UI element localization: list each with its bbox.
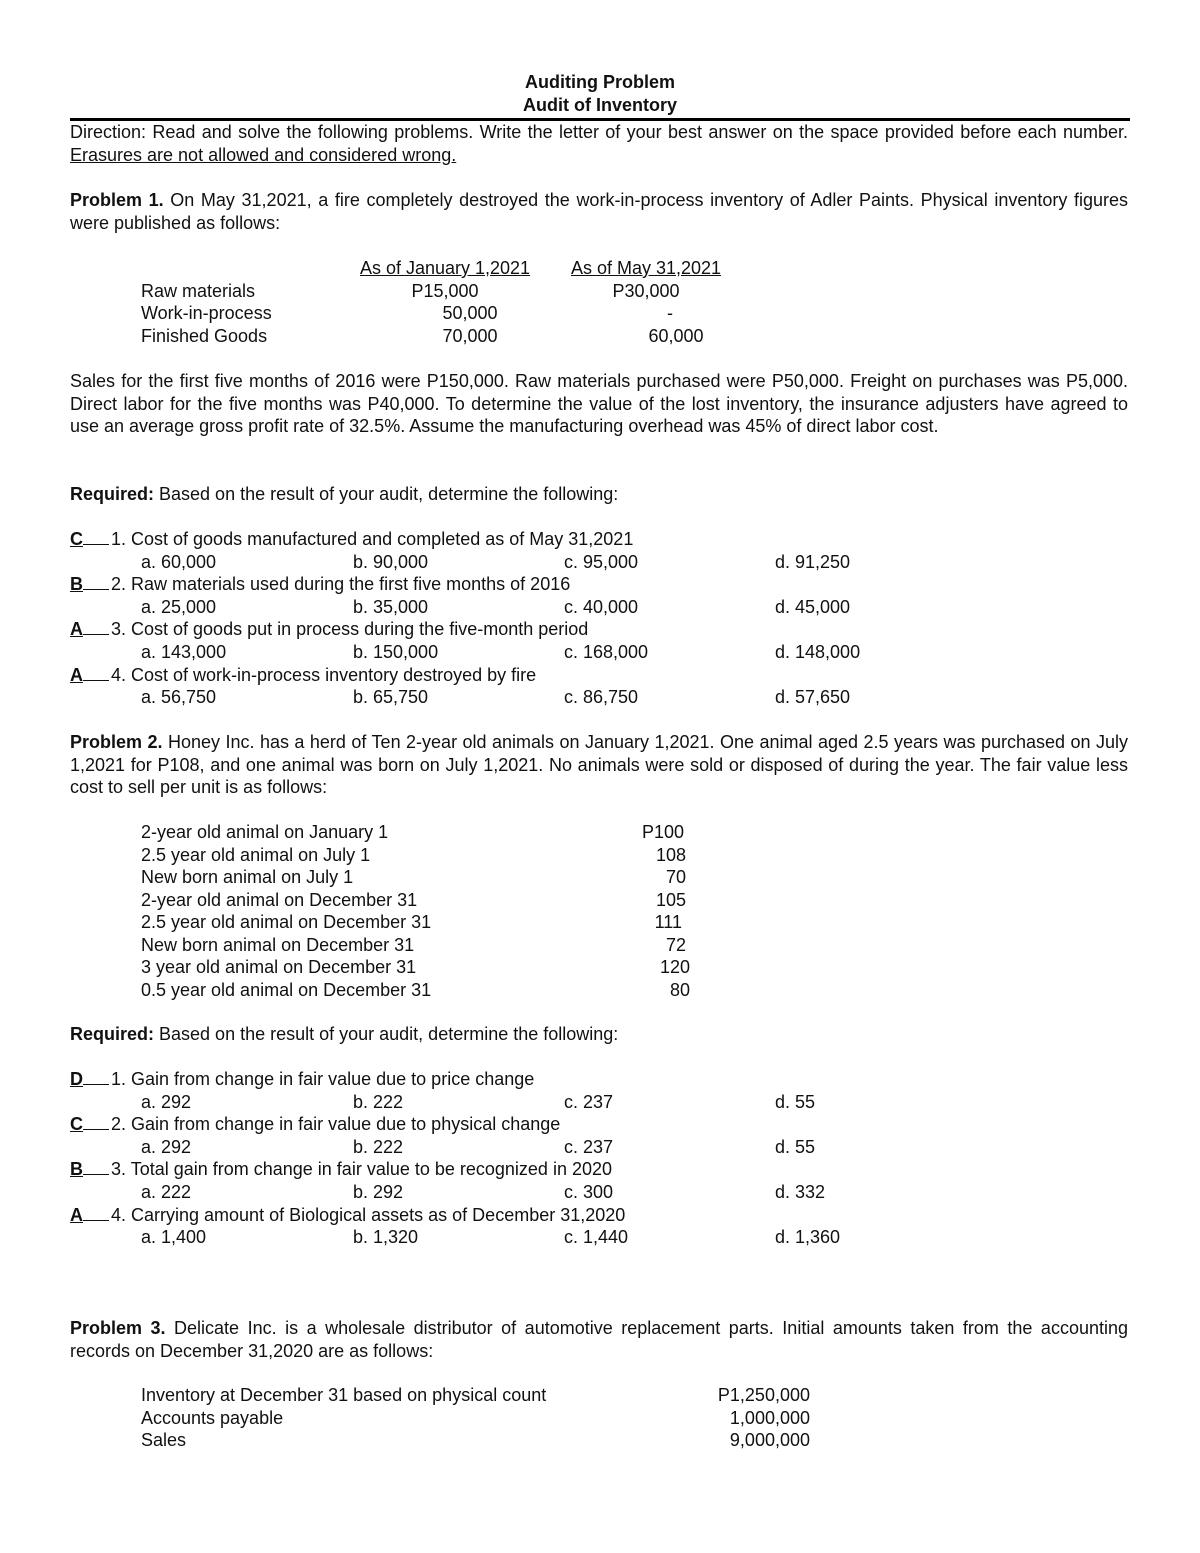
- choice-d: d. 45,000: [775, 597, 851, 617]
- question-line: [70, 1068, 534, 1090]
- choice-a: a. 222: [141, 1182, 192, 1202]
- problem1-label: Problem 1.: [70, 190, 164, 210]
- answer-blank: [83, 1068, 109, 1085]
- required-text: Based on the result of your audit, determine the following:: [154, 484, 619, 504]
- problem2-label: Problem 2.: [70, 732, 163, 752]
- p2-row-value: 70: [665, 867, 686, 887]
- problem2-text: Honey Inc. has a herd of Ten 2-year old animals on January 1,2021. One animal aged 2.5 years was purchased on July 1,2021 for P108, and one animal was born on July 1,2021. No animals were sold or disposed of during the year. The fair value less cost to sell per unit is as follows:: [70, 732, 1128, 798]
- question-line: [70, 1113, 560, 1135]
- problem1-required: [70, 483, 1128, 506]
- p3-row-label: Accounts payable: [141, 1408, 284, 1428]
- problem2-intro: [70, 731, 1128, 799]
- question-text: 2. Gain from change in fair value due to physical change: [111, 1114, 561, 1134]
- question-line: [70, 664, 536, 686]
- problem1-details: Sales for the first five months of 2016 were P150,000. Raw materials purchased were P50,000. Freight on purchases was P5,000. Direct labor for the five months was P40,000. To determine the value of the lost inventory, the insurance adjusters have agreed to use an average gross profit rate of 32.5%. Assume the manufacturing overhead was 45% of direct labor cost.: [70, 371, 1128, 437]
- p1-row-value-jan: P15,000: [411, 281, 479, 301]
- p1-row-value-may: 60,000: [648, 326, 704, 346]
- choice-c: c. 40,000: [564, 597, 639, 617]
- choice-a: a. 143,000: [141, 642, 227, 662]
- answer-letter: A: [70, 619, 83, 639]
- answer-letter: A: [70, 665, 83, 685]
- choice-b: b. 90,000: [353, 552, 429, 572]
- p1-row-label: Raw materials: [141, 281, 256, 301]
- answer-letter: C: [70, 529, 83, 549]
- p2-row-label: New born animal on December 31: [141, 935, 415, 955]
- problem3-label: Problem 3.: [70, 1318, 166, 1338]
- choice-b: b. 1,320: [353, 1227, 419, 1247]
- required-text: Based on the result of your audit, determine the following:: [154, 1024, 619, 1044]
- choice-a: a. 25,000: [141, 597, 217, 617]
- answer-letter: C: [70, 1114, 83, 1134]
- choice-d: d. 148,000: [775, 642, 861, 662]
- choice-d: d. 1,360: [775, 1227, 841, 1247]
- question-text: 1. Gain from change in fair value due to price change: [111, 1069, 535, 1089]
- p2-row-value: 105: [655, 890, 686, 910]
- choice-d: d. 57,650: [775, 687, 851, 707]
- answer-blank: [83, 618, 109, 635]
- p1-row-label: Work-in-process: [141, 303, 272, 323]
- answer-blank: [83, 573, 109, 590]
- answer-letter: B: [70, 1159, 83, 1179]
- p2-row-value: 72: [665, 935, 686, 955]
- problem1-intro: [70, 189, 1128, 234]
- document-title: Auditing Problem: [525, 72, 675, 92]
- question-text: 2. Raw materials used during the first five months of 2016: [111, 574, 571, 594]
- answer-blank: [83, 664, 109, 681]
- p2-row-label: 0.5 year old animal on December 31: [141, 980, 432, 1000]
- answer-blank: [83, 1204, 109, 1221]
- p3-row-label: Inventory at December 31 based on physical count: [141, 1385, 547, 1405]
- p2-row-label: 2-year old animal on December 31: [141, 890, 418, 910]
- answer-letter: D: [70, 1069, 83, 1089]
- question-text: 4. Cost of work-in-process inventory destroyed by fire: [111, 665, 537, 685]
- question-text: 3. Cost of goods put in process during the five-month period: [111, 619, 589, 639]
- p2-row-label: New born animal on July 1: [141, 867, 354, 887]
- p2-row-value: 108: [655, 845, 686, 865]
- p2-row-value: 80: [669, 980, 690, 1000]
- choice-c: c. 237: [564, 1092, 614, 1112]
- p1-row-value-may: P30,000: [612, 281, 680, 301]
- choice-c: c. 168,000: [564, 642, 649, 662]
- choice-a: a. 56,750: [141, 687, 217, 707]
- required-label: Required:: [70, 484, 155, 504]
- choice-d: d. 55: [775, 1092, 816, 1112]
- problem3-text: Delicate Inc. is a wholesale distributor of automotive replacement parts. Initial amounts taken from the accounting records on December 31,2020 are as follows:: [70, 1318, 1128, 1361]
- p1-row-value-may: -: [667, 303, 673, 323]
- choice-a: a. 1,400: [141, 1227, 207, 1247]
- answer-blank: [83, 528, 109, 545]
- p2-row-value: P100: [641, 822, 684, 842]
- choice-b: b. 35,000: [353, 597, 429, 617]
- choice-c: c. 300: [564, 1182, 614, 1202]
- choice-b: b. 65,750: [353, 687, 429, 707]
- direction-paragraph: [70, 121, 1128, 166]
- choice-b: b. 292: [353, 1182, 404, 1202]
- p3-row-label: Sales: [141, 1430, 187, 1450]
- answer-blank: [83, 1158, 109, 1175]
- question-line: [70, 1204, 625, 1226]
- answer-blank: [83, 1113, 109, 1130]
- p3-row-value: 9,000,000: [729, 1430, 810, 1450]
- question-text: 4. Carrying amount of Biological assets as of December 31,2020: [111, 1205, 626, 1225]
- required-label: Required:: [70, 1024, 155, 1044]
- p1-row-label: Finished Goods: [141, 326, 268, 346]
- question-line: [70, 618, 588, 640]
- p1-col-header-jan: As of January 1,2021: [359, 258, 531, 278]
- p2-row-label: 2-year old animal on January 1: [141, 822, 389, 842]
- question-line: [70, 573, 570, 595]
- p3-row-value: 1,000,000: [729, 1408, 810, 1428]
- question-line: [70, 528, 633, 550]
- p2-row-value: 111: [654, 912, 682, 932]
- p1-row-value-jan: 70,000: [442, 326, 498, 346]
- choice-c: c. 86,750: [564, 687, 639, 707]
- direction-text: Direction: Read and solve the following problems. Write the letter of your best answer on the space provided before each number.: [70, 122, 1128, 142]
- answer-letter: A: [70, 1205, 83, 1225]
- direction-warning: Erasures are not allowed and considered wrong.: [70, 144, 457, 165]
- choice-c: c. 95,000: [564, 552, 639, 572]
- p2-row-value: 120: [659, 957, 690, 977]
- p2-row-label: 3 year old animal on December 31: [141, 957, 417, 977]
- choice-a: a. 292: [141, 1137, 192, 1157]
- question-text: 1. Cost of goods manufactured and completed as of May 31,2021: [111, 529, 634, 549]
- p1-row-value-jan: 50,000: [442, 303, 498, 323]
- question-line: [70, 1158, 612, 1180]
- choice-a: a. 292: [141, 1092, 192, 1112]
- choice-d: d. 55: [775, 1137, 816, 1157]
- problem3-intro: [70, 1317, 1128, 1362]
- question-text: 3. Total gain from change in fair value to be recognized in 2020: [111, 1159, 612, 1179]
- choice-b: b. 222: [353, 1092, 404, 1112]
- choice-c: c. 237: [564, 1137, 614, 1157]
- choice-b: b. 222: [353, 1137, 404, 1157]
- p2-row-label: 2.5 year old animal on July 1: [141, 845, 371, 865]
- p2-row-label: 2.5 year old animal on December 31: [141, 912, 432, 932]
- problem1-text: On May 31,2021, a fire completely destroyed the work-in-process inventory of Adler Paints. Physical inventory figures were published as follows:: [70, 190, 1128, 233]
- choice-c: c. 1,440: [564, 1227, 629, 1247]
- p1-col-header-may: As of May 31,2021: [570, 258, 722, 278]
- answer-letter: B: [70, 574, 83, 594]
- p3-row-value: P1,250,000: [717, 1385, 810, 1405]
- choice-a: a. 60,000: [141, 552, 217, 572]
- document-subtitle: Audit of Inventory: [523, 95, 677, 115]
- choice-d: d. 91,250: [775, 552, 851, 572]
- choice-d: d. 332: [775, 1182, 826, 1202]
- problem2-required: [70, 1023, 1128, 1046]
- choice-b: b. 150,000: [353, 642, 439, 662]
